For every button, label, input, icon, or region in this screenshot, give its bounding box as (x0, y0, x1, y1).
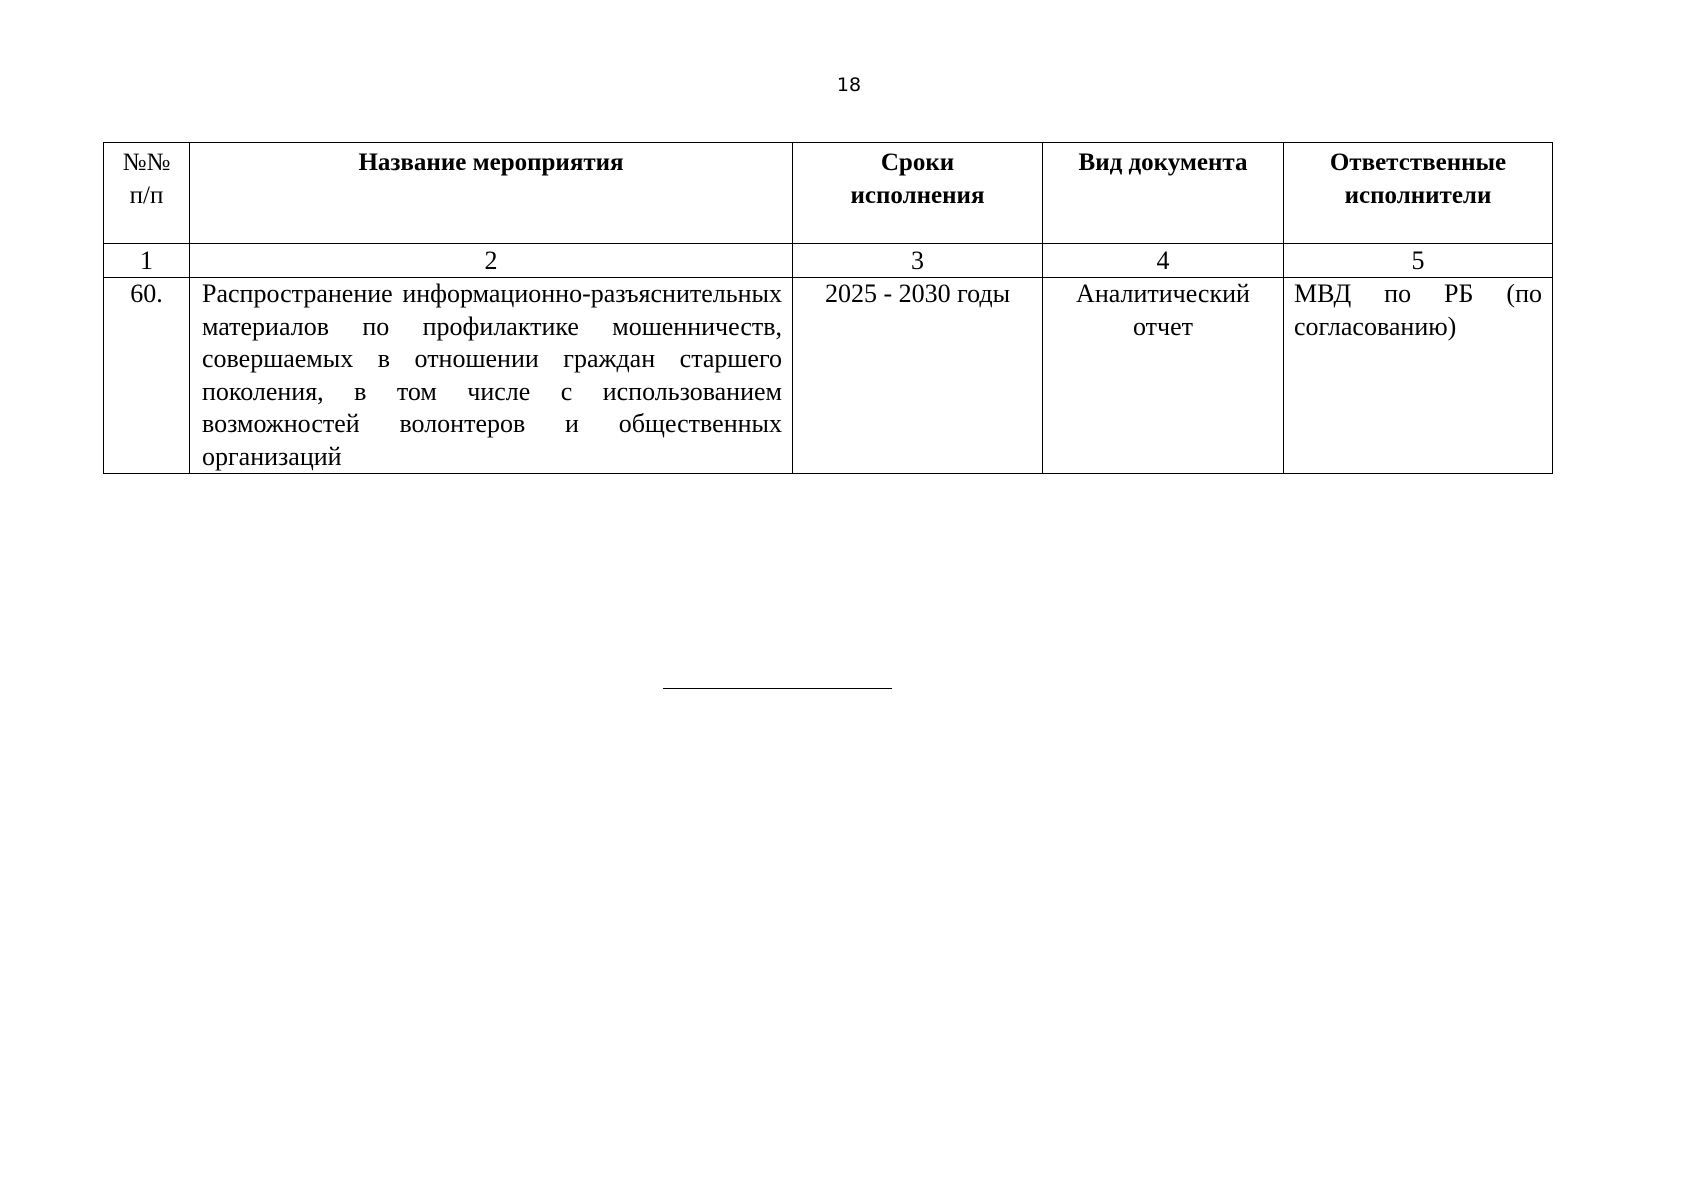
end-separator-line (663, 688, 892, 689)
header-document-type: Вид документа (1043, 143, 1284, 244)
deadline: 2025 - 2030 годы (793, 278, 1043, 474)
responsible-party: МВД по РБ (по согласованию) (1284, 278, 1553, 474)
measures-table (103, 142, 1553, 474)
header-event-name: Название мероприятия (190, 143, 793, 244)
header-number: №№ п/п (104, 143, 190, 244)
row-number: 60. (104, 278, 190, 474)
page-number: 18 (836, 74, 862, 96)
column-index-cell: 4 (1043, 244, 1284, 278)
column-index-cell: 1 (104, 244, 190, 278)
header-responsible: Ответственные исполнители (1284, 143, 1553, 244)
table-row (104, 278, 1553, 474)
event-name: Распространение информационно-разъяснительных материалов по профилактике мошенничеств, совершаемых в отношении граждан старшего поколения, в том числе с использованием возможностей волонтеров и общественных организаций (190, 278, 793, 474)
column-index-row (104, 244, 1553, 278)
header-deadline: Сроки исполнения (793, 143, 1043, 244)
table-header-row (104, 143, 1553, 244)
document-type: Аналитический отчет (1043, 278, 1284, 474)
column-index-cell: 2 (190, 244, 793, 278)
column-index-cell: 5 (1284, 244, 1553, 278)
column-index-cell: 3 (793, 244, 1043, 278)
